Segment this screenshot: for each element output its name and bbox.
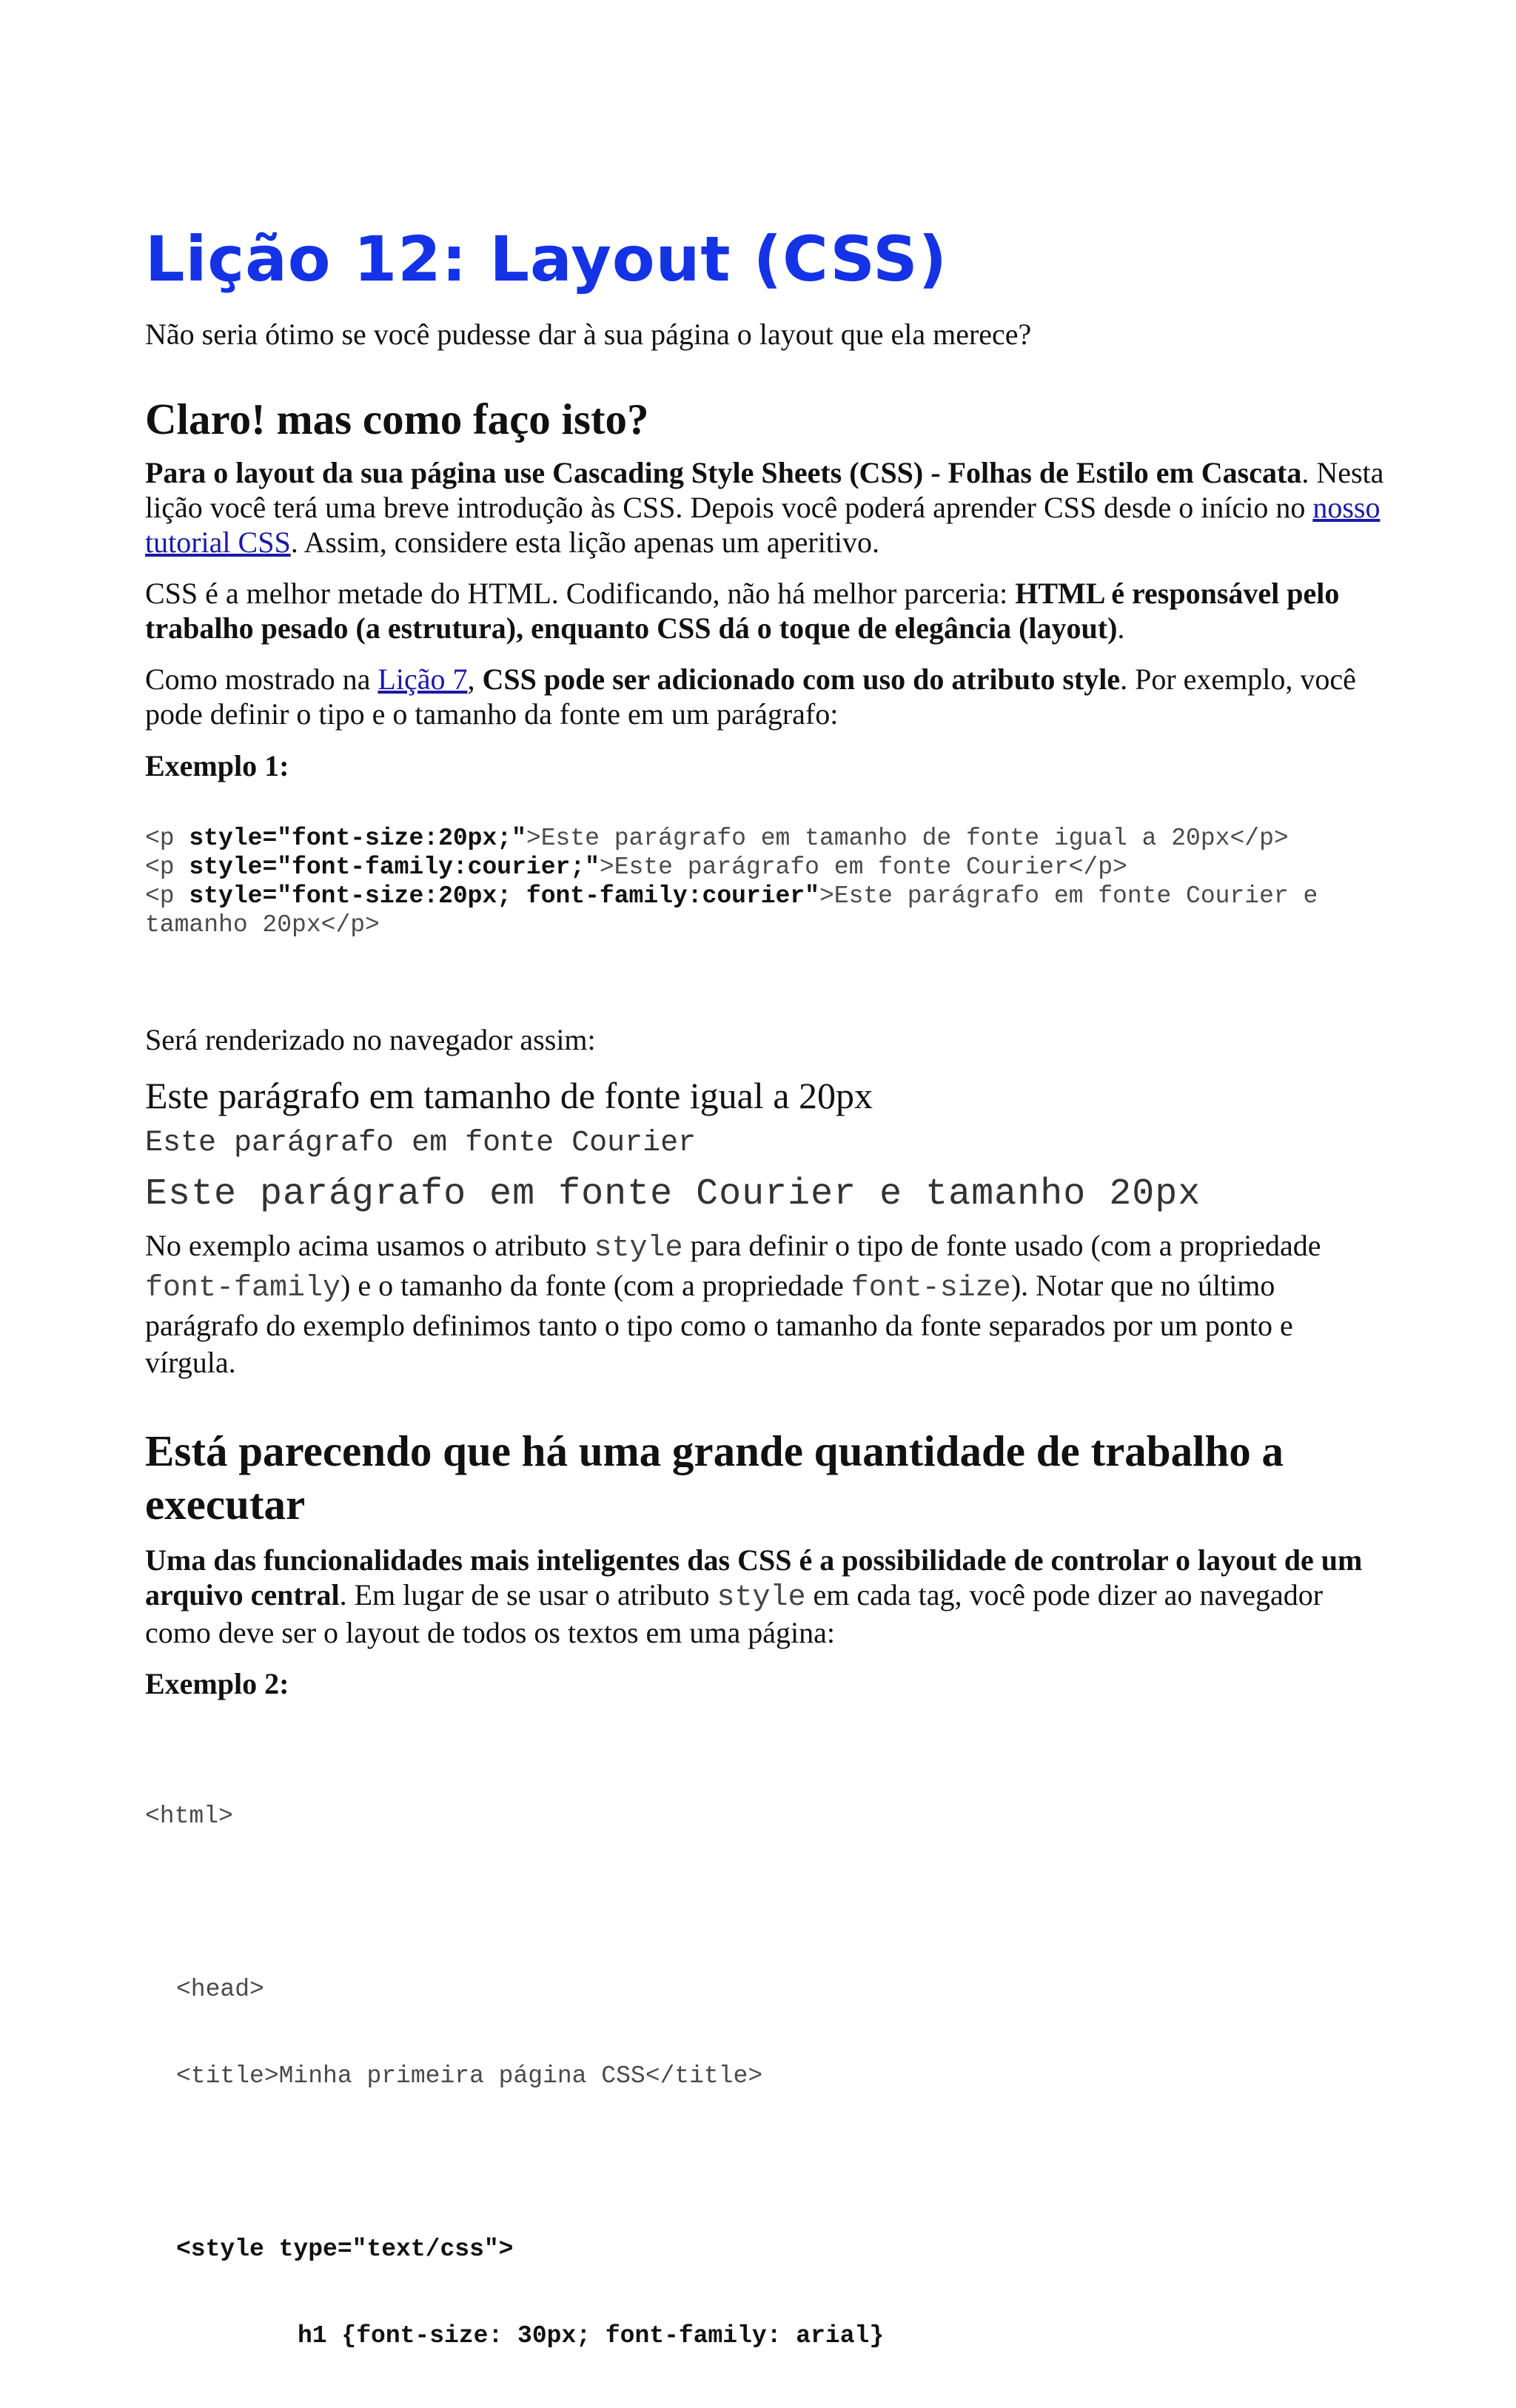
page-title: Lição 12: Layout (CSS) bbox=[145, 223, 948, 295]
paragraph-css-intro bbox=[145, 455, 1389, 560]
example-2-label: Exemplo 2: bbox=[145, 1667, 289, 1700]
paragraph-central-file: Uma das funcionalidades mais inteligentes das CSS é a possibilidade de controlar o layout de um arquivo central. Em lugar de se usar o atributo style em cada tag, você pode dizer ao navegador como deve ser o layout de todos os textos em uma página: bbox=[145, 1543, 1363, 1649]
code-line: <p style="font-size:20px;">Este parágrafo em tamanho de fonte igual a 20px</p> bbox=[145, 825, 1289, 852]
code-line: <html> bbox=[145, 1802, 233, 1830]
section-heading-claro: Claro! mas como faço isto? bbox=[145, 395, 649, 443]
inline-code: style bbox=[594, 1232, 683, 1265]
lesson-7-link[interactable]: Lição 7 bbox=[378, 663, 468, 696]
code-example-1 bbox=[145, 824, 1389, 939]
document-content bbox=[145, 215, 1389, 2408]
code-line: <title>Minha primeira página CSS</title> bbox=[176, 2062, 763, 2090]
text: . Por exemplo, você pode definir o tipo e o tamanho da fonte em um parágrafo: bbox=[145, 663, 1356, 731]
bold-text: HTML é responsável pelo trabalho pesado (a estrutura), enquanto CSS dá o toque de elegância (layout) bbox=[145, 577, 1340, 645]
text: , bbox=[467, 663, 483, 696]
code-line: <p style="font-family:courier;">Este parágrafo em fonte Courier</p> bbox=[145, 853, 1127, 881]
code-line: <head> bbox=[176, 1976, 264, 2003]
bold-text: Para o layout da sua página use Cascading Style Sheets (CSS) - Folhas de Estilo em Cascata bbox=[145, 456, 1302, 489]
text: CSS é a melhor metade do HTML. Codificando, não há melhor parceria: bbox=[145, 577, 1016, 610]
inline-code: style bbox=[717, 1581, 806, 1614]
render-example-courier: Este parágrafo em fonte Courier bbox=[145, 1127, 697, 1160]
code-line: h1 {font-size: 30px; font-family: arial} bbox=[298, 2322, 885, 2350]
render-example-courier-20px: Este parágrafo em fonte Courier e tamanho 20px bbox=[145, 1173, 1201, 1215]
paragraph-css-html bbox=[145, 576, 1389, 645]
bold-text: Uma das funcionalidades mais inteligentes das CSS é a possibilidade de controlar o layout de um arquivo central bbox=[145, 1543, 1363, 1612]
render-example-20px: Este parágrafo em tamanho de fonte igual a 20px bbox=[145, 1075, 873, 1116]
paragraph-style-attribute bbox=[145, 662, 1389, 731]
inline-code: font-family bbox=[145, 1272, 341, 1305]
code-line: <p style="font-size:20px; font-family:courier">Este parágrafo em fonte Courier e tamanho 20px</p> bbox=[145, 882, 1333, 939]
text: . Assim, considere esta lição apenas um aperitivo. bbox=[290, 526, 880, 559]
css-tutorial-link[interactable]: nosso tutorial CSS bbox=[145, 491, 1381, 559]
text: Como mostrado na bbox=[145, 663, 378, 696]
code-example-2 bbox=[145, 1744, 1389, 2408]
text: . Nesta lição você terá uma breve introdução às CSS. Depois você poderá aprender CSS desde o início no bbox=[145, 456, 1384, 524]
text: . bbox=[1117, 611, 1125, 645]
example-1-label: Exemplo 1: bbox=[145, 749, 289, 782]
code-line: <style type="text/css"> bbox=[176, 2236, 514, 2263]
bold-text: CSS pode ser adicionado com uso do atributo style bbox=[482, 663, 1121, 696]
section-heading-trabalho: Está parecendo que há uma grande quantidade de trabalho a executar bbox=[145, 1426, 1284, 1529]
paragraph-explanation: No exemplo acima usamos o atributo style para definir o tipo de fonte usado (com a propriedade font-family) e o tamanho da fonte (com a propriedade font-size). Notar que no último parágrafo do exemplo definimos tanto o tipo como o tamanho da fonte separados por um ponto e vírgula. bbox=[145, 1229, 1321, 1379]
intro-paragraph: Não seria ótimo se você pudesse dar à sua página o layout que ela merece? bbox=[145, 318, 1032, 351]
render-intro: Será renderizado no navegador assim: bbox=[145, 1023, 596, 1056]
inline-code: font-size bbox=[851, 1272, 1011, 1305]
